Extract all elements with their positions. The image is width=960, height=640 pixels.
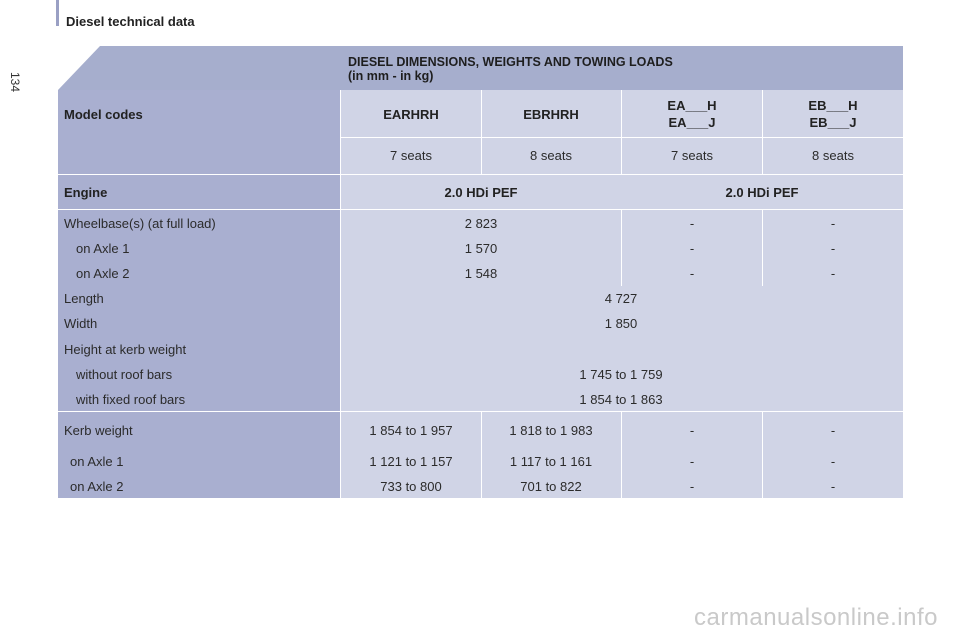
- width-label: Width: [64, 316, 98, 331]
- with-roof-bars-label: with fixed roof bars: [76, 392, 186, 407]
- length-value: 4 727: [604, 291, 638, 306]
- seats-4: 8 seats: [812, 148, 854, 163]
- page-number: 134: [8, 72, 22, 93]
- col-divider-4-kerb: [762, 411, 763, 498]
- kerb-weight-label: Kerb weight: [64, 423, 133, 438]
- kerb-axle1-value-4: -: [830, 454, 836, 469]
- engine-2: 2.0 HDi PEF: [725, 185, 799, 200]
- without-roof-bars-value: 1 745 to 1 759: [579, 367, 663, 382]
- model-code-2: EBRHRH: [523, 107, 579, 122]
- kerb-axle1-value-1: 1 121 to 1 157: [369, 454, 453, 469]
- kerb-axle2-value-3: -: [689, 479, 695, 494]
- kerb-axle1-value-2: 1 117 to 1 161: [509, 454, 593, 469]
- kerb-axle2-value-2: 701 to 822: [520, 479, 582, 494]
- section-marker-bar: [56, 0, 59, 26]
- model-codes-label: Model codes: [64, 107, 143, 122]
- seats-2: 8 seats: [530, 148, 572, 163]
- wheelbase-label: Wheelbase(s) (at full load): [64, 216, 216, 231]
- table-title-line1: DIESEL DIMENSIONS, WEIGHTS AND TOWING LOADS: [348, 55, 673, 69]
- axle2-value-3: -: [830, 266, 836, 281]
- table-title-line2: (in mm - in kg): [348, 69, 434, 83]
- col-divider-3-wheelbase: [621, 209, 622, 286]
- kerb-axle2-value-1: 733 to 800: [380, 479, 442, 494]
- engine-1: 2.0 HDi PEF: [444, 185, 518, 200]
- table-title: [348, 55, 673, 83]
- with-roof-bars-value: 1 854 to 1 863: [579, 392, 663, 407]
- section-title: Diesel technical data: [66, 14, 195, 29]
- kerb-weight-value-2: 1 818 to 1 983: [509, 423, 593, 438]
- col-divider-2-kerb: [481, 411, 482, 498]
- axle1-value-2: -: [689, 241, 695, 256]
- wheelbase-value-3: -: [830, 216, 836, 231]
- axle2-value-1: 1 548: [464, 266, 498, 281]
- kerb-axle2-value-4: -: [830, 479, 836, 494]
- without-roof-bars-label: without roof bars: [76, 367, 173, 382]
- technical-data-table: [58, 46, 903, 498]
- kerb-axle1-label: on Axle 1: [70, 454, 124, 469]
- width-value: 1 850: [604, 316, 638, 331]
- wheelbase-value-1: 2 823: [464, 216, 498, 231]
- axle1-value-3: -: [830, 241, 836, 256]
- wheelbase-value-2: -: [689, 216, 695, 231]
- model-code-3-line2: EA___J: [668, 115, 716, 130]
- seats-3: 7 seats: [671, 148, 713, 163]
- axle2-label: on Axle 2: [76, 266, 130, 281]
- kerb-weight-value-1: 1 854 to 1 957: [369, 423, 453, 438]
- model-code-4-line2: EB___J: [809, 115, 857, 130]
- col-divider-3-kerb: [621, 411, 622, 498]
- axle2-value-2: -: [689, 266, 695, 281]
- col-divider-1: [340, 90, 341, 498]
- height-label: Height at kerb weight: [64, 342, 187, 357]
- kerb-weight-value-4: -: [830, 423, 836, 438]
- separator-engine: [58, 209, 903, 210]
- kerb-axle1-value-3: -: [689, 454, 695, 469]
- model-code-4: EB___H: [808, 98, 858, 113]
- seats-1: 7 seats: [390, 148, 432, 163]
- col-divider-3-top: [621, 90, 622, 175]
- engine-label: Engine: [64, 185, 108, 200]
- col-divider-2-top: [481, 90, 482, 175]
- kerb-weight-value-3: -: [689, 423, 695, 438]
- axle1-value-1: 1 570: [464, 241, 498, 256]
- model-code-3: EA___H: [667, 98, 717, 113]
- col-divider-4-top: [762, 90, 763, 175]
- watermark-text: carmanualsonline.info: [694, 604, 938, 631]
- kerb-axle2-label: on Axle 2: [70, 479, 124, 494]
- length-label: Length: [64, 291, 104, 306]
- axle1-label: on Axle 1: [76, 241, 130, 256]
- col-divider-4-wheelbase: [762, 209, 763, 286]
- model-code-1: EARHRH: [383, 107, 439, 122]
